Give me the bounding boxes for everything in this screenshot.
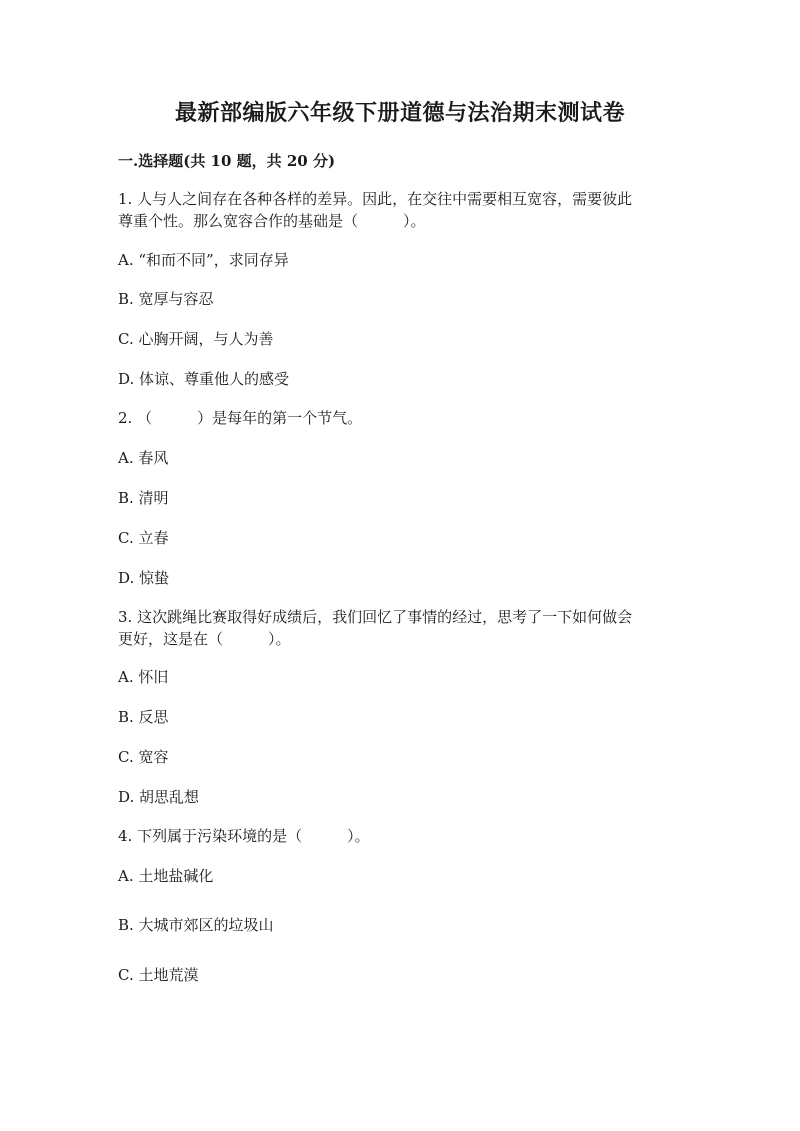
question-3-option-c: C. 宽容 <box>118 748 169 766</box>
question-3-option-d: D. 胡思乱想 <box>118 788 200 806</box>
question-1-option-b: B. 宽厚与容忍 <box>118 290 214 308</box>
question-1-line-1: 1. 人与人之间存在各种各样的差异。因此，在交往中需要相互宽容，需要彼此 <box>118 190 633 208</box>
question-4-option-b: B. 大城市郊区的垃圾山 <box>118 916 274 934</box>
question-4-option-a: A. 土地盐碱化 <box>118 867 214 885</box>
section-heading: 一.选择题(共 10 题，共 20 分) <box>118 152 336 170</box>
question-3-line-1: 3. 这次跳绳比赛取得好成绩后，我们回忆了事情的经过，思考了一下如何做会 <box>118 608 633 626</box>
question-4-line-1: 4. 下列属于污染环境的是（ ）。 <box>118 827 370 845</box>
question-2-option-a: A. 春风 <box>118 449 169 467</box>
question-1-option-c: C. 心胸开阔，与人为善 <box>118 330 274 348</box>
question-3-option-b: B. 反思 <box>118 708 169 726</box>
question-3-line-2: 更好，这是在（ ）。 <box>118 630 291 648</box>
question-2-line-1: 2. （ ）是每年的第一个节气。 <box>118 409 363 427</box>
question-2-option-d: D. 惊蛰 <box>118 569 170 587</box>
question-2-option-b: B. 清明 <box>118 489 169 507</box>
question-1-line-2: 尊重个性。那么宽容合作的基础是（ ）。 <box>118 212 426 230</box>
question-1-option-d: D. 体谅、尊重他人的感受 <box>118 370 290 388</box>
page-title: 最新部编版六年级下册道德与法治期末测试卷 <box>174 100 625 126</box>
question-2-option-c: C. 立春 <box>118 529 169 547</box>
question-1-option-a: A. “和而不同”，求同存异 <box>118 251 289 269</box>
question-3-option-a: A. 怀旧 <box>118 668 169 686</box>
question-4-option-c: C. 土地荒漠 <box>118 966 199 984</box>
